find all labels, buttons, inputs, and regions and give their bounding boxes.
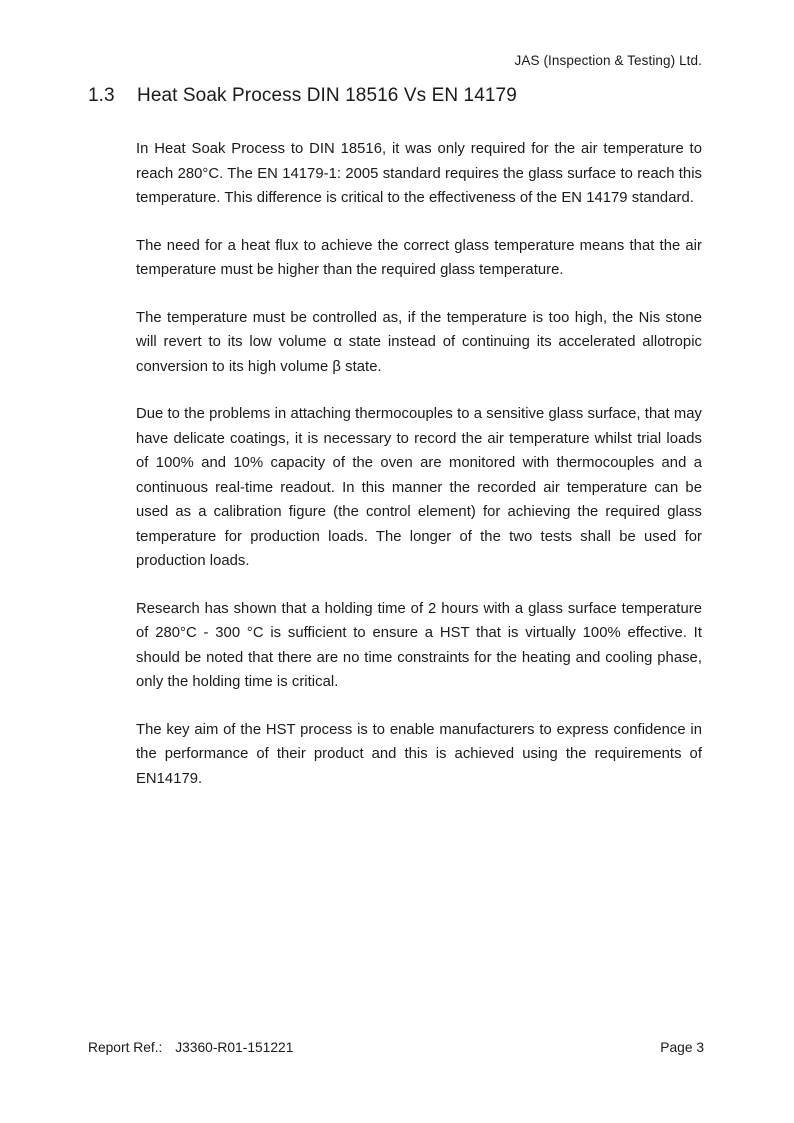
report-reference <box>88 1040 293 1055</box>
paragraph-thermocouples: Due to the problems in attaching thermocouples to a sensitive glass surface, that may have delicate coatings, it is necessary to record the air temperature whilst trial loads of 100% and 10% capacity of the oven are monitored with thermocouples and a continuous real-time readout. In this manner the recorded air temperature can be used as a calibration figure (the control element) for achieving the required glass temperature for production loads. The longer of the two tests shall be used for production loads. <box>136 406 702 569</box>
report-ref-value: J3360-R01-151221 <box>175 1040 294 1055</box>
document-body <box>136 137 702 814</box>
paragraph-key-aim: The key aim of the HST process is to enable manufacturers to express confidence in the performance of their product and this is achieved using the requirements of EN14179. <box>136 721 702 787</box>
paragraph-temperature-control: The temperature must be controlled as, if the temperature is too high, the Nis stone will revert to its low volume α state instead of continuing its accelerated allotropic conversion to its high volume β state. <box>136 309 702 375</box>
section-heading <box>88 85 702 107</box>
report-ref-label: Report Ref.: <box>88 1040 163 1055</box>
section-number: 1.3 <box>88 85 115 106</box>
paragraph-research-holding-time: Research has shown that a holding time of 2 hours with a glass surface temperature of 280°C - 300 °C is sufficient to ensure a HST that is virtually 100% effective. It should be noted that there are no time constraints for the heating and cooling phase, only the holding time is critical. <box>136 600 702 690</box>
company-header: JAS (Inspection & Testing) Ltd. <box>514 53 702 68</box>
page-number: Page 3 <box>660 1040 704 1055</box>
paragraph-intro-din-vs-en: In Heat Soak Process to DIN 18516, it was only required for the air temperature to reach 280°C. The EN 14179-1: 2005 standard requires the glass surface to reach this temperature. This difference is critical to the effectiveness of the EN 14179 standard. <box>136 141 702 206</box>
page-footer <box>88 1040 704 1055</box>
paragraph-heat-flux: The need for a heat flux to achieve the correct glass temperature means that the air temperature must be higher than the required glass temperature. <box>136 237 702 278</box>
section-title: Heat Soak Process DIN 18516 Vs EN 14179 <box>137 85 517 106</box>
